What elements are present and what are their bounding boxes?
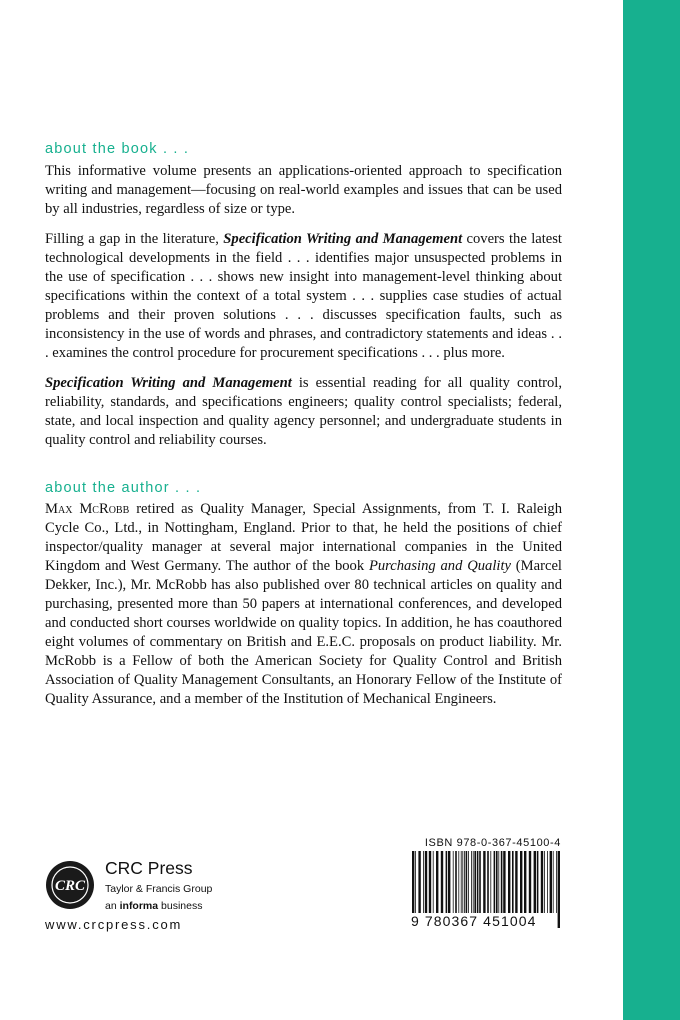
author-book-title: Purchasing and Quality (368, 558, 511, 574)
barcode-bar (512, 851, 514, 913)
barcode-bar (494, 851, 496, 913)
barcode-bar (498, 851, 499, 913)
barcode-bar (479, 851, 481, 913)
barcode-bar (425, 851, 427, 913)
publisher-business-line: an informa business (105, 900, 203, 912)
barcode-bar (458, 851, 459, 913)
barcode-bar (550, 851, 552, 913)
barcode-bar (462, 851, 463, 913)
barcode-bar (501, 851, 503, 913)
crc-press-logo (45, 860, 95, 910)
barcode-bar (418, 851, 420, 913)
barcode-bar (529, 851, 531, 913)
publisher-url[interactable]: www.crcpress.com (45, 917, 183, 932)
barcode-bar (524, 851, 526, 913)
barcode-bar (477, 851, 479, 913)
barcode-bar (436, 851, 438, 913)
about-author-heading: about the author . . . (45, 480, 202, 496)
barcode-bar (464, 851, 465, 913)
barcode-bar (544, 851, 545, 913)
barcode-bar (547, 851, 548, 913)
barcode-bar (515, 851, 517, 913)
barcode-bar (553, 851, 554, 913)
barcode-bar (429, 851, 431, 913)
barcode-bar (541, 851, 543, 913)
barcode-bar (468, 851, 469, 913)
barcode-bar (474, 851, 476, 913)
barcode-bar (496, 851, 498, 913)
author-name: Max McRobb (45, 501, 130, 517)
barcode-bar (453, 851, 454, 913)
isbn-label: ISBN 978-0-367-45100-4 (424, 837, 561, 849)
barcode-bar (534, 851, 536, 913)
book-title-emphasis: Specification Writing and Management (223, 231, 463, 247)
barcode-bar (473, 851, 474, 913)
barcode-bar (503, 851, 505, 913)
barcode-bar (520, 851, 522, 913)
barcode-bar (446, 851, 448, 913)
side-color-stripe (623, 0, 680, 1020)
barcode-bar (441, 851, 443, 913)
about-book-heading: about the book . . . (45, 141, 190, 157)
book-paragraph-3: Specification Writing and Management is essential reading for all quality control, reliability, standards, and specifications engineers; quality control specialists; federal, state, and local inspection and quality agency personnel; and undergraduate students in quality control and reliability courses. (45, 375, 563, 448)
publisher-group: Taylor & Francis Group (105, 883, 213, 895)
barcode-bar (455, 851, 457, 913)
logo-text: CRC (54, 878, 86, 894)
barcode-bar (556, 851, 557, 913)
barcode-bar (448, 851, 450, 913)
book-paragraph-2: Filling a gap in the literature, Specification Writing and Management covers the latest technological developments in the field . . . identifies major unsuspected problems in the use of specification . . . shows new insight into management-level thinking about specifications within the context of a total system . . . supplies case studies of actual problems and their proven solutions . . . discusses specification faults, such as inconsistency in the use of words and phrases, and contradictory statements and ideas . . . examines the control procedure for procurement specifications . . . plus more. (45, 231, 562, 361)
barcode-bar (508, 851, 510, 913)
barcode-bar (433, 851, 434, 913)
author-bio-paragraph: Max McRobb retired as Quality Manager, Special Assignments, from T. I. Raleigh Cycle Co., Ltd., in Nottingham, England. Prior to that, he held the positions of chief inspector/quality manager at several major international companies in the United Kingdom and West Germany. The author of the book Purchasing and Quality (Marcel Dekker, Inc.), Mr. McRobb has also published over 80 technical articles on quality and purchasing, presented more than 50 papers at international conferences, and developed and conducted short courses worldwide on quality topics. In addition, he has coauthored eight volumes of commentary on British and E.E.C. proposals on product liability. Mr. McRobb is a Fellow of both the American Society for Quality Control and British Association of Quality Management Consultants, an Honorary Fellow of the Institute of Quality Assurance, and a member of the Institution of Mechanical Engineers. (45, 501, 563, 707)
barcode-digits: 9 780367 451004 (411, 913, 537, 929)
barcode-bar (461, 851, 462, 913)
publisher-name: CRC Press (105, 858, 193, 878)
book-title-emphasis: Specification Writing and Management (45, 375, 292, 391)
barcode-bar (471, 851, 472, 913)
barcode-bar (423, 851, 424, 913)
book-paragraph-1: This informative volume presents an applications-oriented approach to specification writing and management—focusing on real-world examples and issues that can be used by all industries, regardless of size or type. (45, 163, 562, 217)
barcode-bar (466, 851, 468, 913)
barcode-bar (490, 851, 491, 913)
barcode-bar (537, 851, 539, 913)
